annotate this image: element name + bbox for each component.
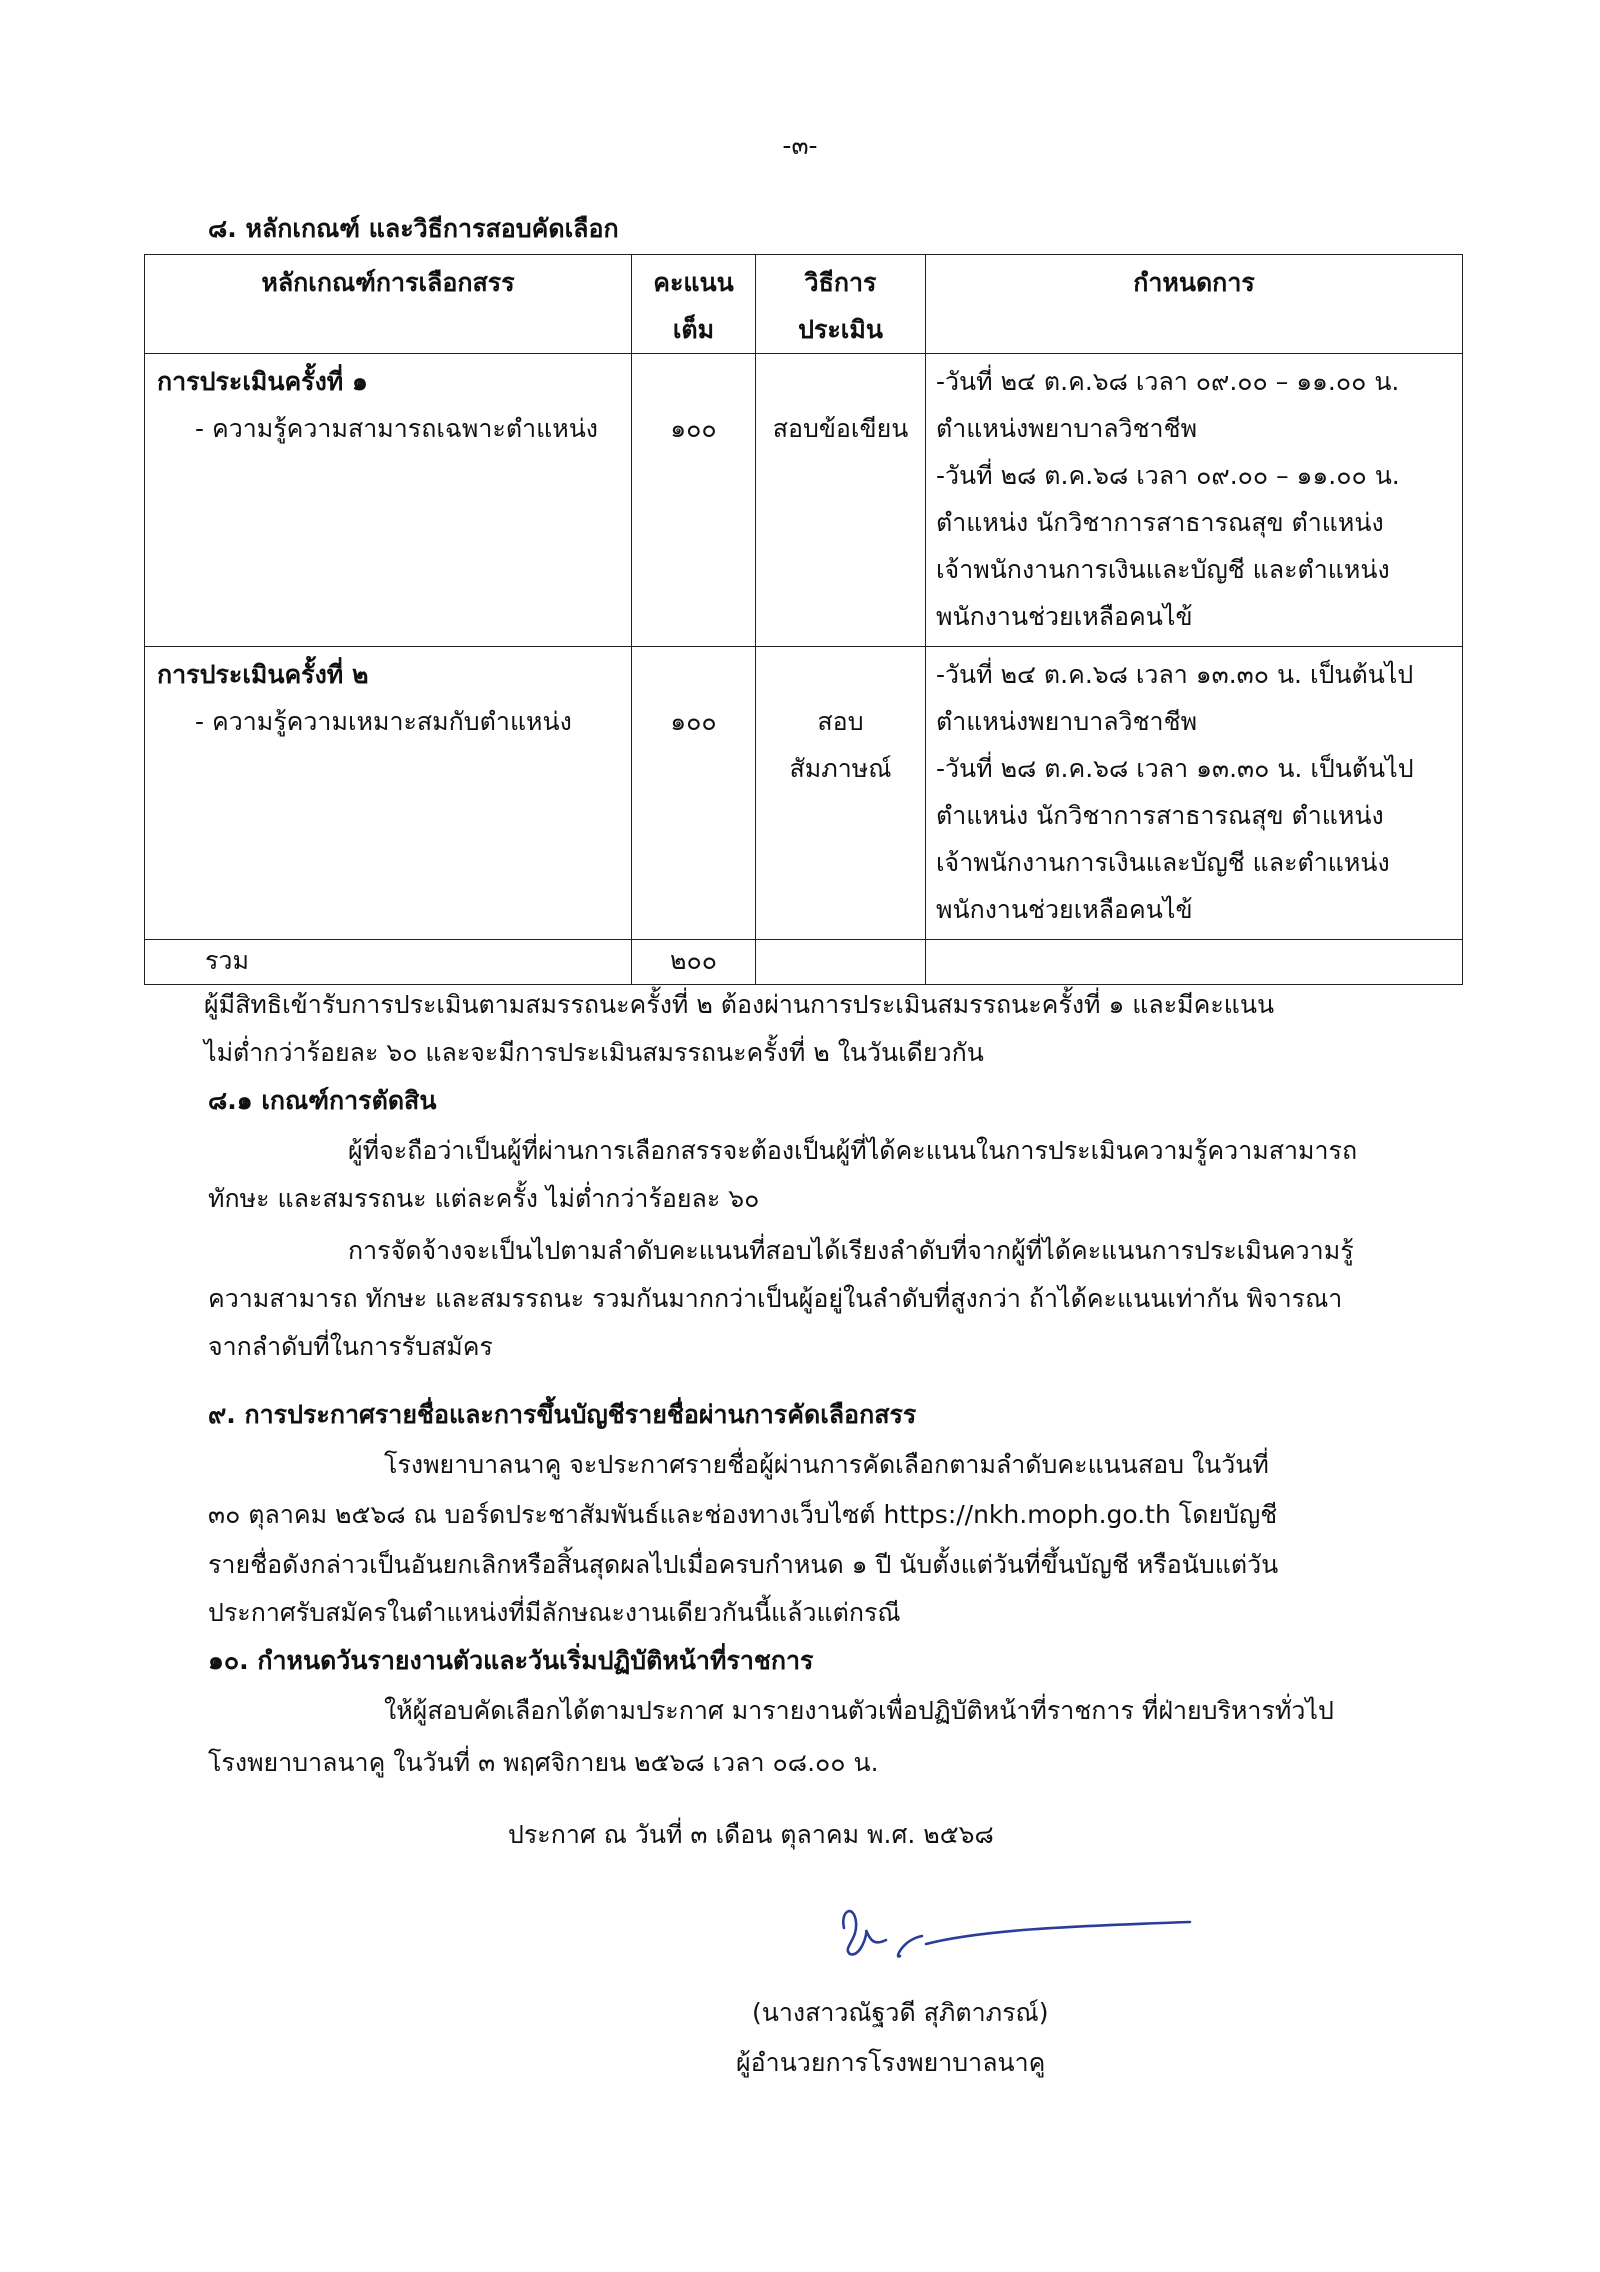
total-row	[145, 940, 1463, 985]
schedule-cell: -วันที่ ๒๔ ต.ค.๖๘ เวลา ๑๓.๓๐ น. เป็นต้นไป ตำแหน่งพยาบาลวิชาชีพ -วันที่ ๒๘ ต.ค.๖๘ เวลา ๑๓.๓๐ น. เป็นต้นไป ตำแหน่ง นักวิชาการสาธารณสุข ตำแหน่ง เจ้าพนักงานการเงินและบัญชี และตำแหน่ง พนักงานช่วยเหลือคนไข้	[926, 647, 1463, 940]
section-8-1-heading: ๘.๑ เกณฑ์การตัดสิน	[208, 1086, 437, 1115]
header-criteria: หลักเกณฑ์การเลือกสรร	[145, 255, 632, 354]
paragraph-line: ความสามารถ ทักษะ และสมรรถนะ รวมกันมากกว่าเป็นผู้อยู่ในลำดับที่สูงกว่า ถ้าได้คะแนนเท่ากัน พิจารณา	[208, 1284, 1343, 1313]
paragraph-line: จากลำดับที่ในการรับสมัคร	[208, 1332, 493, 1361]
eligibility-note: ไม่ต่ำกว่าร้อยละ ๖๐ และจะมีการประเมินสมรรถนะครั้งที่ ๒ ในวันเดียวกัน	[204, 1038, 984, 1067]
method-cell: สอบข้อเขียน	[756, 354, 926, 647]
assessment-title: การประเมินครั้งที่ ๑	[157, 367, 368, 396]
signature-image	[830, 1900, 1200, 1980]
assessment-subitem: - ความรู้ความเหมาะสมกับตำแหน่ง	[195, 707, 572, 736]
paragraph-line: ให้ผู้สอบคัดเลือกได้ตามประกาศ มารายงานตัวเพื่อปฏิบัติหน้าที่ราชการ ที่ฝ่ายบริหารทั่วไป	[384, 1696, 1334, 1725]
table-header-row	[145, 255, 1463, 354]
paragraph-line: ๓๐ ตุลาคม ๒๕๖๘ ณ บอร์ดประชาสัมพันธ์และช่องทางเว็บไซต์ https://nkh.moph.go.th โดยบัญชี	[208, 1500, 1278, 1529]
eligibility-note: ผู้มีสิทธิเข้ารับการประเมินตามสมรรถนะครั้งที่ ๒ ต้องผ่านการประเมินสมรรถนะครั้งที่ ๑ และมีคะแนน	[204, 990, 1275, 1019]
criteria-cell	[145, 354, 632, 647]
schedule-cell: -วันที่ ๒๔ ต.ค.๖๘ เวลา ๐๙.๐๐ – ๑๑.๐๐ น. ตำแหน่งพยาบาลวิชาชีพ -วันที่ ๒๘ ต.ค.๖๘ เวลา ๐๙.๐๐ – ๑๑.๐๐ น. ตำแหน่ง นักวิชาการสาธารณสุข ตำแหน่ง เจ้าพนักงานการเงินและบัญชี และตำแหน่ง พนักงานช่วยเหลือคนไข้	[926, 354, 1463, 647]
paragraph-line: โรงพยาบาลนาคู จะประกาศรายชื่อผู้ผ่านการคัดเลือกตามลำดับคะแนนสอบ ในวันที่	[384, 1450, 1269, 1479]
method-cell: สอบ สัมภาษณ์	[756, 647, 926, 940]
signer-title: ผู้อำนวยการโรงพยาบาลนาคู	[736, 2048, 1046, 2077]
assessment-subitem: - ความรู้ความสามารถเฉพาะตำแหน่ง	[195, 414, 599, 443]
total-label: รวม	[145, 940, 632, 985]
header-score: คะแนน เต็ม	[632, 255, 756, 354]
total-score: ๒๐๐	[632, 940, 756, 985]
score-cell: ๑๐๐	[632, 647, 756, 940]
section-9-heading: ๙. การประกาศรายชื่อและการขึ้นบัญชีรายชื่อผ่านการคัดเลือกสรร	[208, 1400, 917, 1429]
paragraph-line: ประกาศรับสมัครในตำแหน่งที่มีลักษณะงานเดียวกันนี้แล้วแต่กรณี	[208, 1598, 901, 1627]
signer-name: (นางสาวณัฐวดี สุภิตาภรณ์)	[752, 1998, 1049, 2027]
paragraph-line: ทักษะ และสมรรถนะ แต่ละครั้ง ไม่ต่ำกว่าร้อยละ ๖๐	[208, 1184, 760, 1213]
paragraph-line: การจัดจ้างจะเป็นไปตามลำดับคะแนนที่สอบได้เรียงลำดับที่จากผู้ที่ได้คะแนนการประเมินความรู้	[348, 1236, 1354, 1265]
score-cell: ๑๐๐	[632, 354, 756, 647]
table-row	[145, 647, 1463, 940]
criteria-table	[144, 254, 1463, 985]
announcement-date: ประกาศ ณ วันที่ ๓ เดือน ตุลาคม พ.ศ. ๒๕๖๘	[508, 1820, 994, 1849]
assessment-title: การประเมินครั้งที่ ๒	[157, 660, 369, 689]
paragraph-line: ผู้ที่จะถือว่าเป็นผู้ที่ผ่านการเลือกสรรจะต้องเป็นผู้ที่ได้คะแนนในการประเมินความรู้ความสามารถ	[348, 1136, 1358, 1165]
section-8-heading: ๘. หลักเกณฑ์ และวิธีการสอบคัดเลือก	[208, 214, 619, 243]
section-10-heading: ๑๐. กำหนดวันรายงานตัวและวันเริ่มปฏิบัติหน้าที่ราชการ	[208, 1646, 814, 1675]
header-method: วิธีการ ประเมิน	[756, 255, 926, 354]
page-number: -๓-	[782, 131, 818, 160]
paragraph-line: รายชื่อดังกล่าวเป็นอันยกเลิกหรือสิ้นสุดผลไปเมื่อครบกำหนด ๑ ปี นับตั้งแต่วันที่ขึ้นบัญชี หรือนับแต่วัน	[208, 1550, 1279, 1579]
criteria-cell	[145, 647, 632, 940]
table-row	[145, 354, 1463, 647]
header-schedule: กำหนดการ	[926, 255, 1463, 354]
paragraph-line: โรงพยาบาลนาคู ในวันที่ ๓ พฤศจิกายน ๒๕๖๘ เวลา ๐๘.๐๐ น.	[208, 1748, 879, 1777]
